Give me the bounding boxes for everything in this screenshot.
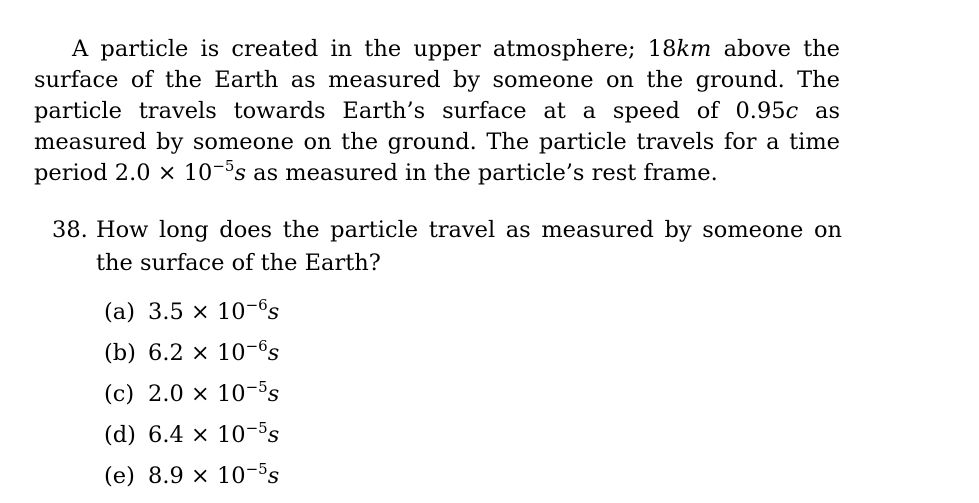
choice-exponent: −6 xyxy=(245,296,268,314)
choice-label: (e) xyxy=(104,463,135,489)
problem-statement xyxy=(34,34,840,189)
choice-exponent: −5 xyxy=(245,419,268,437)
unit-km: km xyxy=(676,36,712,62)
choice-mantissa: 3.5 × 10 xyxy=(148,299,246,325)
choice-d[interactable] xyxy=(104,415,279,456)
choice-unit: s xyxy=(267,340,280,366)
choice-label: (a) xyxy=(104,299,135,325)
intro-text-4: as measured in the particle’s rest frame. xyxy=(246,160,718,186)
question-text: How long does the particle travel as measured by someone on the surface of the Earth? xyxy=(96,217,842,276)
question xyxy=(52,214,842,280)
choice-mantissa: 8.9 × 10 xyxy=(148,463,246,489)
intro-text-1: A particle is created in the upper atmosphere; 18 xyxy=(72,36,677,62)
choice-unit: s xyxy=(267,381,280,407)
choice-label: (b) xyxy=(104,340,136,366)
choice-label: (d) xyxy=(104,422,136,448)
intro-text-2: above the surface of the Earth as measured by someone on the ground. The particle travels towards Earth’s surface at a speed of 0.95 xyxy=(34,36,840,124)
intro-exponent: −5 xyxy=(212,157,235,175)
question-number: 38. xyxy=(52,217,88,243)
choice-unit: s xyxy=(267,299,280,325)
choice-mantissa: 6.2 × 10 xyxy=(148,340,246,366)
unit-s: s xyxy=(234,160,247,186)
choice-a[interactable] xyxy=(104,292,279,333)
choice-b[interactable] xyxy=(104,333,279,374)
choice-e[interactable] xyxy=(104,456,279,497)
choice-unit: s xyxy=(267,463,280,489)
choice-exponent: −5 xyxy=(245,460,268,478)
choice-exponent: −5 xyxy=(245,378,268,396)
choice-mantissa: 6.4 × 10 xyxy=(148,422,246,448)
choice-c[interactable] xyxy=(104,374,279,415)
choice-exponent: −6 xyxy=(245,337,268,355)
answer-choices xyxy=(104,292,279,497)
choice-unit: s xyxy=(267,422,280,448)
intro-text-3: as measured by someone on the ground. The particle travels for a time period 2.0 × 10 xyxy=(34,98,840,186)
choice-label: (c) xyxy=(104,381,135,407)
symbol-c: c xyxy=(785,98,799,124)
choice-mantissa: 2.0 × 10 xyxy=(148,381,246,407)
